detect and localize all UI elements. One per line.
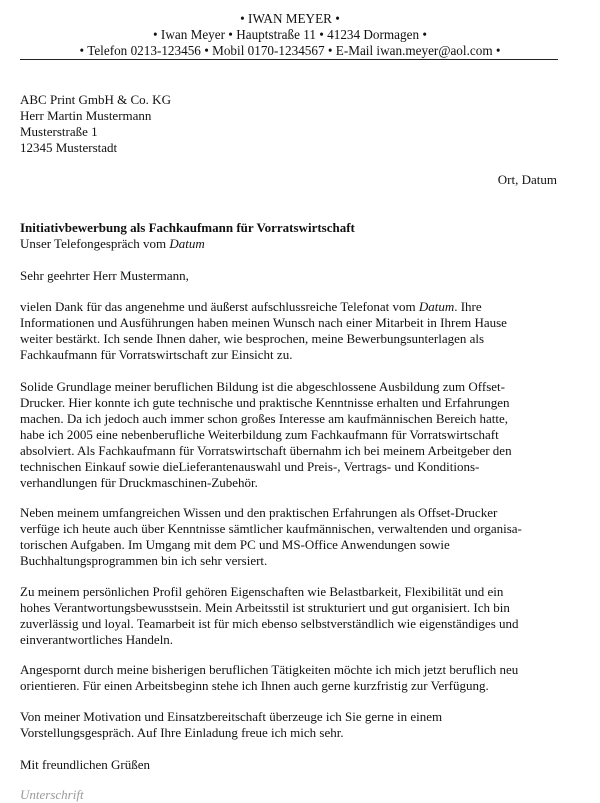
paragraph-1 — [20, 299, 570, 363]
sender-address: • Iwan Meyer • Hauptstraße 11 • 41234 Dormagen • — [153, 27, 427, 42]
paragraph-2 — [20, 379, 570, 491]
paragraph-line: hohes Verantwortungsbewusstsein. Mein Arbeitsstil ist strukturiert und gut organisiert. Ich bin — [20, 600, 510, 615]
paragraph-line: einverantwortliches Handeln. — [20, 632, 174, 647]
recipient-company: ABC Print GmbH & Co. KG — [20, 92, 171, 107]
closing: Mit freundlichen Grüßen — [20, 757, 150, 772]
paragraph-6 — [20, 709, 570, 741]
paragraph-line: verfüge ich heute auch über Kenntnisse sämtlicher kaufmännischen, verwaltenden und organisa- — [20, 521, 522, 536]
place-date: Ort, Datum — [497, 172, 557, 187]
paragraph-line: Vorstellungsgespräch. Auf Ihre Einladung freue ich mich sehr. — [20, 725, 344, 740]
recipient-person: Herr Martin Mustermann — [20, 108, 152, 123]
paragraph-line: zuverlässig und loyal. Teamarbeit ist für mich ebenso selbstverständlich wie eigenständiges und — [20, 616, 519, 631]
paragraph-text: . Ihre — [454, 299, 482, 314]
paragraph-line: absolviert. Als Fachkaufmann für Vorratswirtschaft übernahm ich bei meinem Arbeitgeber den — [20, 443, 512, 458]
signature-placeholder: Unterschrift — [20, 787, 84, 802]
letterhead-divider — [20, 59, 558, 60]
paragraph-line: Informationen und Ausführungen haben meinen Wunsch nach einer Mitarbeit in Ihrem Hause — [20, 315, 507, 330]
recipient-street: Musterstraße 1 — [20, 124, 98, 139]
subject-title: Initiativbewerbung als Fachkaufmann für Vorratswirtschaft — [20, 220, 355, 235]
recipient-address — [20, 92, 171, 156]
letterhead — [20, 11, 560, 59]
subject-reference — [20, 236, 355, 252]
subject-reference-date: Datum — [169, 236, 205, 251]
sender-contact: • Telefon 0213-123456 • Mobil 0170-1234567 • E-Mail iwan.meyer@aol.com • — [79, 43, 501, 58]
paragraph-5 — [20, 662, 570, 694]
paragraph-line: Solide Grundlage meiner beruflichen Bildung ist die abgeschlossene Ausbildung zum Offset- — [20, 379, 505, 394]
subject — [20, 220, 355, 252]
paragraph-line: Zu meinem persönlichen Profil gehören Eigenschaften wie Belastbarkeit, Flexibilität und ein — [20, 584, 504, 599]
paragraph-line: Buchhaltungsprogrammen bin ich sehr versiert. — [20, 553, 268, 568]
paragraph-3 — [20, 505, 570, 569]
paragraph-text: vielen Dank für das angenehme und äußerst aufschlussreiche Telefonat vom — [20, 299, 419, 314]
recipient-city: 12345 Musterstadt — [20, 140, 118, 155]
paragraph-line: technischen Einkauf sowie dieLieferantenauswahl und Preis-, Vertrags- und Konditions- — [20, 459, 480, 474]
paragraph-line: Drucker. Hier konnte ich gute technische und praktische Kenntnisse erhalten und Erfahrungen — [20, 395, 510, 410]
paragraph-line — [20, 299, 570, 315]
sender-name: • IWAN MEYER • — [240, 11, 340, 26]
subject-reference-text: Unser Telefongespräch vom — [20, 236, 170, 251]
paragraph-4 — [20, 584, 570, 648]
paragraph-line: verhandlungen für Druckmaschinen-Zubehör. — [20, 475, 258, 490]
paragraph-line: Von meiner Motivation und Einsatzbereitschaft überzeuge ich Sie gerne in einem — [20, 709, 443, 724]
paragraph-line: Angespornt durch meine bisherigen beruflichen Tätigkeiten möchte ich mich jetzt beruflich neu — [20, 662, 519, 677]
paragraph-line: weiter bestärkt. Ich sende Ihnen daher, wie besprochen, meine Bewerbungsunterlagen als — [20, 331, 485, 346]
paragraph-line: torischen Aufgaben. Im Umgang mit dem PC und MS-Office Anwendungen sowie — [20, 537, 450, 552]
date-placeholder: Datum — [418, 299, 455, 314]
salutation: Sehr geehrter Herr Mustermann, — [20, 268, 189, 283]
paragraph-line: habe ich 2005 eine nebenberufliche Weiterbildung zum Fachkaufmann für Vorratswirtschaft — [20, 427, 499, 442]
paragraph-line: machen. Da ich jedoch auch immer schon großes Interesse am kaufmännischen Bereich hatte, — [20, 411, 509, 426]
paragraph-line: orientieren. Für einen Arbeitsbeginn stehe ich Ihnen auch gerne kurzfristig zur Verfügung. — [20, 678, 489, 693]
paragraph-line: Neben meinem umfangreichen Wissen und den praktischen Erfahrungen als Offset-Drucker — [20, 505, 498, 520]
paragraph-line: Fachkaufmann für Vorratswirtschaft zur Einsicht zu. — [20, 347, 293, 362]
